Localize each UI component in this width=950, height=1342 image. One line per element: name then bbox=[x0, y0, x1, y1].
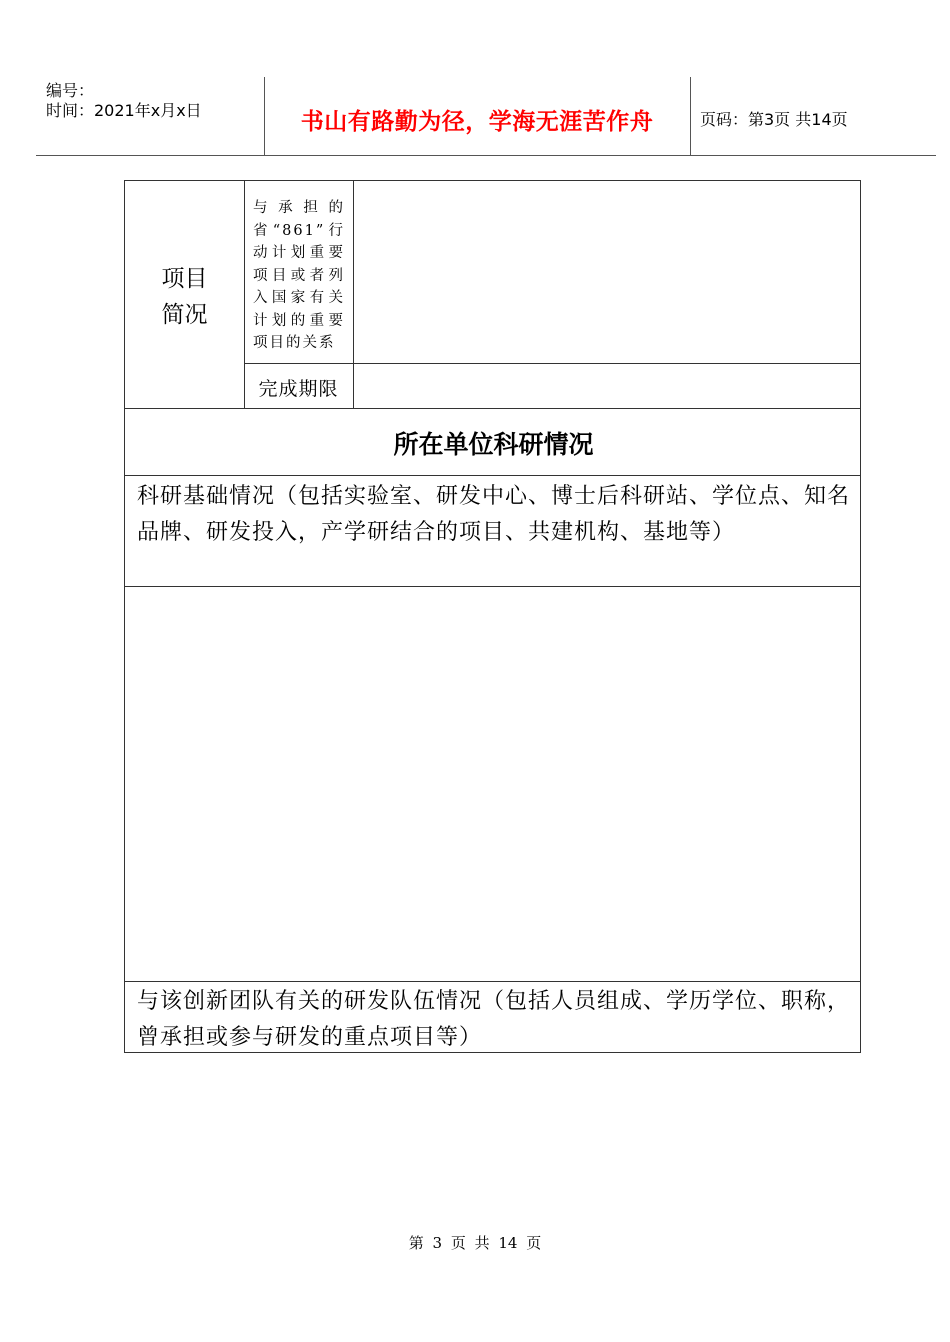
deadline-label: 完成期限 bbox=[258, 378, 339, 400]
serial-number-label: 编号： bbox=[46, 81, 95, 100]
research-basis-field[interactable] bbox=[126, 587, 860, 981]
header-page-info: 页码：第3页 共14页 bbox=[700, 110, 848, 129]
section-title: 所在单位科研情况 bbox=[393, 430, 594, 459]
project-relation-field[interactable] bbox=[354, 182, 860, 363]
date-label: 时间：2021年x月x日 bbox=[46, 101, 202, 120]
header-motto: 书山有路勤为径，学海无涯苦作舟 bbox=[300, 109, 654, 135]
research-basis-label: 科研基础情况（包括实验室、研发中心、博士后科研站、学位点、知名品牌、研发投入，产学研结合的项目、共建机构、基地等） bbox=[137, 484, 851, 545]
team-info-label: 与该创新团队有关的研发队伍情况（包括人员组成、学历学位、职称，曾承担或参与研发的重点项目等） bbox=[137, 989, 851, 1050]
table-line bbox=[125, 981, 861, 982]
header-meta bbox=[46, 81, 202, 121]
table-line bbox=[125, 475, 861, 476]
header-divider bbox=[690, 77, 691, 155]
page-header bbox=[36, 77, 936, 156]
page-footer: 第 3 页 共 14 页 bbox=[408, 1234, 542, 1252]
form-table bbox=[124, 180, 861, 1053]
project-relation-label: 与承担的省“861”行动计划重要项目或者列入国家有关计划的重要项目的关系 bbox=[253, 200, 345, 351]
deadline-field[interactable] bbox=[354, 364, 860, 408]
table-line bbox=[125, 408, 861, 409]
project-overview-label: 项目 简况 bbox=[161, 266, 208, 328]
